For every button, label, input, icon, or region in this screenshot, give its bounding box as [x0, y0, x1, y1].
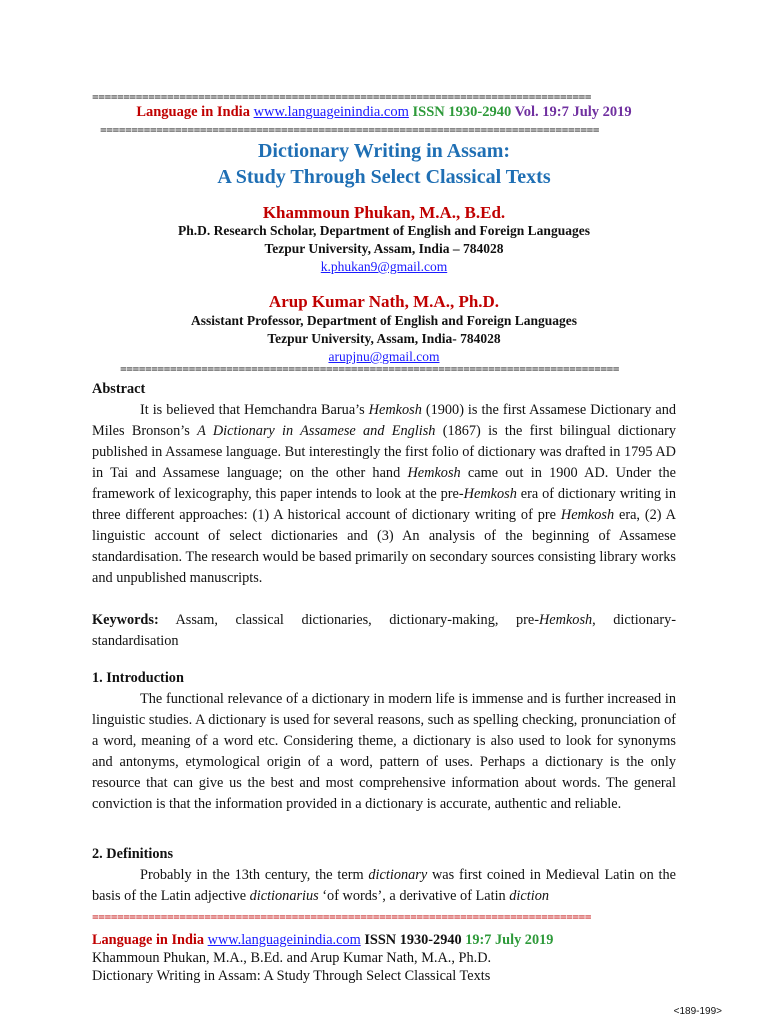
footer-issn: ISSN 1930-2940	[364, 932, 462, 948]
page-range: <189-199>	[673, 1006, 722, 1017]
journal-issn: ISSN 1930-2940	[412, 104, 512, 120]
abstract-body	[92, 400, 676, 589]
author-1-email-link[interactable]: k.phukan9@gmail.com	[320, 259, 448, 274]
author-2-position: Assistant Professor, Department of English and Foreign Languages	[190, 313, 578, 328]
section-separator: ================================================================================	[120, 363, 620, 375]
author-1-name: Khammoun Phukan, M.A., B.Ed.	[262, 203, 506, 222]
footer-url-link[interactable]: www.languageinindia.com	[207, 932, 361, 948]
author-1-position: Ph.D. Research Scholar, Department of English and Foreign Languages	[178, 223, 590, 238]
footer-journal-name: Language in India	[92, 932, 205, 948]
journal-url-link[interactable]: www.languageinindia.com	[253, 104, 409, 120]
keywords-block: Keywords: Assam, classical dictionaries, dictionary-making, pre-Hemkosh, dictionary-standardisation	[92, 612, 676, 649]
author-2-affiliation	[0, 312, 768, 366]
footer-rule: ================================================================================	[92, 911, 592, 923]
header-rule-bottom: ================================================================================	[100, 124, 600, 136]
author-1-university: Tezpur University, Assam, India – 784028	[264, 241, 504, 256]
paper-title-line2: A Study Through Select Classical Texts	[217, 166, 551, 188]
introduction-heading: 1. Introduction	[92, 670, 184, 686]
introduction-body	[92, 689, 676, 815]
footer-block	[92, 931, 692, 985]
definitions-body	[92, 865, 676, 907]
footer-journal-line	[92, 931, 692, 949]
footer-title: Dictionary Writing in Assam: A Study Through Select Classical Texts	[92, 968, 491, 984]
keywords-label: Keywords:	[92, 612, 159, 628]
paper-title	[0, 138, 768, 190]
definitions-paragraph: Probably in the 13th century, the term dictionary was first coined in Medieval Latin on the basis of the Latin adjective dictionarius ‘of words’, a derivative of Latin diction	[92, 867, 676, 904]
abstract-heading: Abstract	[92, 381, 146, 397]
introduction-paragraph: The functional relevance of a dictionary in modern life is immense and is further increased in linguistic studies. A dictionary is used for several reasons, such as spelling checking, pronunciation of a word, meaning of a word etc. Considering theme, a dictionary is also used to look for synonyms and antonyms, etymological origin of a word, pattern of uses. Perhaps a dictionary is the only resource that can give us the best and most comprehensive information about words. The general conviction is that the information provided in a dictionary is accurate, authentic and reliable.	[92, 691, 676, 812]
paper-title-line1: Dictionary Writing in Assam:	[257, 140, 511, 162]
footer-authors: Khammoun Phukan, M.A., B.Ed. and Arup Kumar Nath, M.A., Ph.D.	[92, 950, 492, 966]
author-2-name: Arup Kumar Nath, M.A., Ph.D.	[268, 292, 500, 311]
author-1-affiliation	[0, 222, 768, 276]
author-2-university: Tezpur University, Assam, India- 784028	[267, 331, 501, 346]
header-rule-top: ================================================================================	[92, 91, 592, 103]
footer-volume: 19:7 July 2019	[465, 932, 554, 948]
journal-name: Language in India	[136, 104, 250, 120]
definitions-heading: 2. Definitions	[92, 846, 174, 862]
abstract-paragraph: It is believed that Hemchandra Barua’s Hemkosh (1900) is the first Assamese Dictionary and Miles Bronson’s A Dictionary in Assamese and English (1867) is the first bilingual dictionary published in Assamese language. But interestingly the first folio of dictionary was drafted in 1795 AD in Tai and Assamese language; on the other hand Hemkosh came out in 1900 AD. Under the framework of lexicography, this paper intends to look at the pre-Hemkosh era of dictionary writing in three different approaches: (1) A historical account of dictionary writing of pre Hemkosh era, (2) A linguistic account of select dictionaries and (3) An analysis of the beginning of Assamese standardisation. The research would be based primarily on secondary sources consisting library works and unpublished manuscripts.	[92, 402, 676, 586]
journal-volume: Vol. 19:7 July 2019	[514, 104, 632, 120]
author-2-email-link[interactable]: arupjnu@gmail.com	[328, 349, 440, 364]
journal-header	[0, 104, 768, 121]
